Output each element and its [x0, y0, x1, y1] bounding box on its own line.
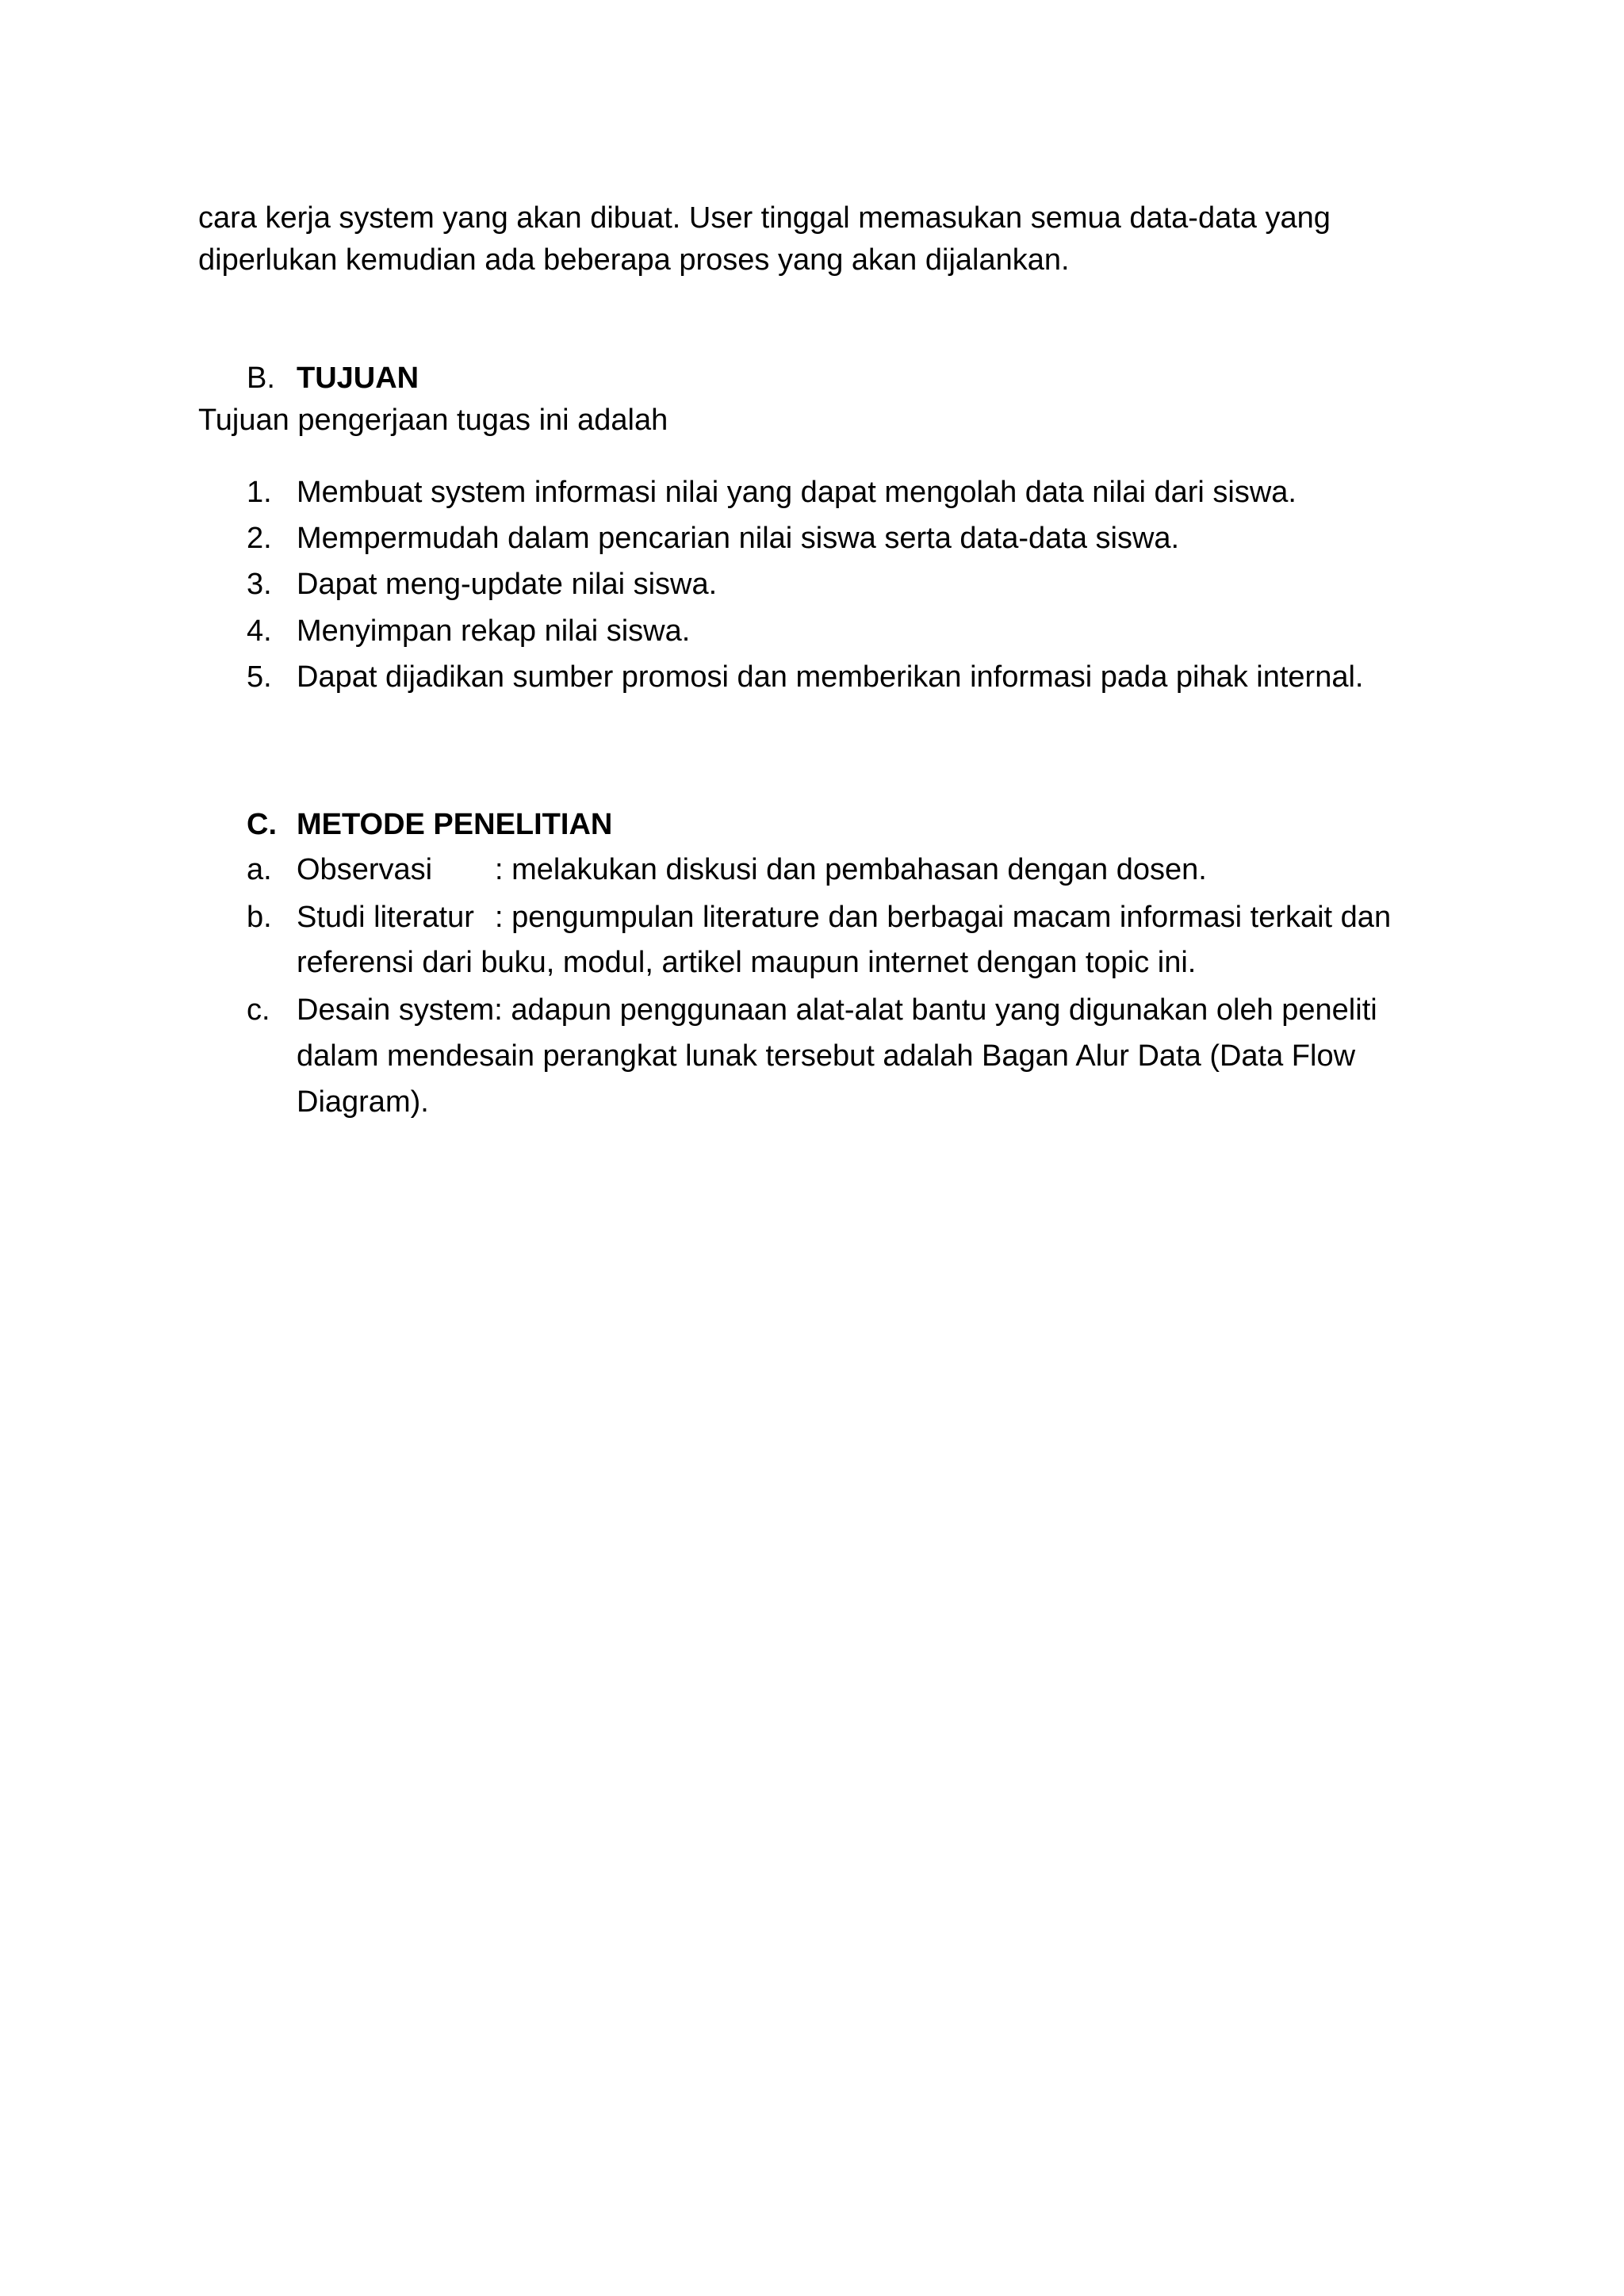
section-b-lead: Tujuan pengerjaan tugas ini adalah [198, 404, 668, 437]
method-item-label: Studi literatur [297, 901, 474, 934]
method-item-letter: c. [247, 993, 270, 1027]
method-item-text: dalam mendesain perangkat lunak tersebut adalah Bagan Alur Data (Data Flow [297, 1039, 1356, 1073]
intro-line-1: cara kerja system yang akan dibuat. User tinggal memasukan semua data-data yang [198, 201, 1331, 235]
list-item-number: 3. [247, 568, 272, 601]
method-item [297, 990, 1377, 1031]
method-item-letter: a. [247, 853, 272, 886]
method-item [297, 850, 1207, 890]
list-item-number: 5. [247, 660, 272, 694]
method-item-text: : adapun penggunaan alat-alat bantu yang digunakan oleh peneliti [494, 993, 1377, 1027]
method-item-text: Diagram). [297, 1085, 429, 1119]
method-item [297, 897, 1391, 938]
list-item-number: 1. [247, 476, 272, 509]
method-item-text: : melakukan diskusi dan pembahasan dengan dosen. [495, 853, 1207, 886]
section-c-marker: C. [247, 808, 277, 841]
list-item: Dapat dijadikan sumber promosi dan memberikan informasi pada pihak internal. [297, 660, 1364, 694]
intro-line-2: diperlukan kemudian ada beberapa proses yang akan dijalankan. [198, 243, 1070, 277]
list-item: Menyimpan rekap nilai siswa. [297, 614, 691, 648]
section-b-heading: TUJUAN [297, 362, 419, 395]
section-c-heading: METODE PENELITIAN [297, 808, 613, 841]
method-item-label: Desain system [297, 993, 495, 1027]
list-item: Dapat meng-update nilai siswa. [297, 568, 718, 601]
list-item: Mempermudah dalam pencarian nilai siswa serta data-data siswa. [297, 522, 1180, 555]
method-item-letter: b. [247, 901, 272, 934]
section-b-marker: B. [247, 362, 275, 395]
list-item-number: 4. [247, 614, 272, 648]
list-item-number: 2. [247, 522, 272, 555]
method-item-text: : pengumpulan literature dan berbagai macam informasi terkait dan [495, 901, 1392, 934]
list-item: Membuat system informasi nilai yang dapat mengolah data nilai dari siswa. [297, 476, 1297, 509]
method-item-label: Observasi [297, 853, 433, 886]
method-item-text: referensi dari buku, modul, artikel maupun internet dengan topic ini. [297, 946, 1197, 979]
